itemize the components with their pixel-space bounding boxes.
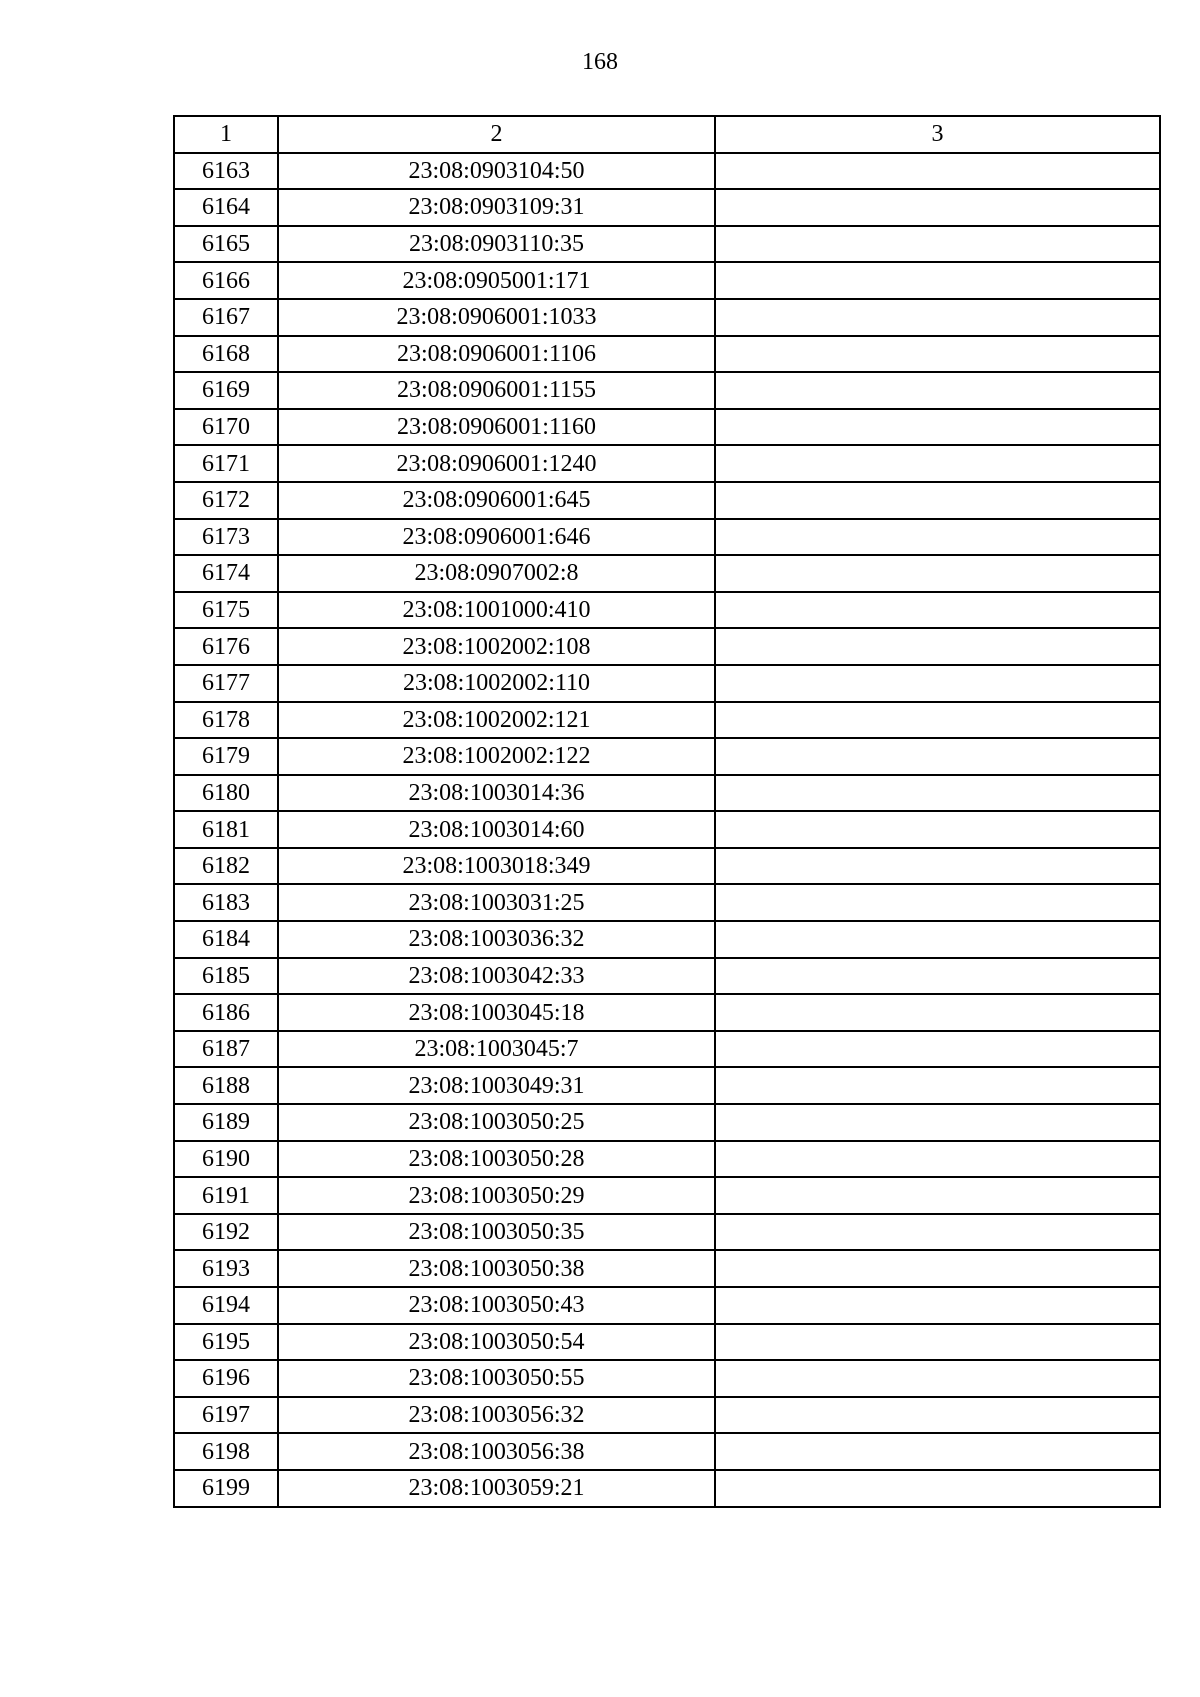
row-number-cell: 6164 [174, 189, 278, 226]
cadastral-number-cell: 23:08:1003059:21 [278, 1470, 715, 1507]
row-number-cell: 6196 [174, 1360, 278, 1397]
cadastral-number-cell: 23:08:1001000:410 [278, 592, 715, 629]
page-number: 168 [582, 49, 618, 75]
table-row [174, 665, 1160, 702]
row-number-cell: 6186 [174, 994, 278, 1031]
note-cell [715, 884, 1160, 921]
table-row [174, 299, 1160, 336]
row-number-cell: 6170 [174, 409, 278, 446]
table-row [174, 1141, 1160, 1178]
cadastral-number-cell: 23:08:0906001:646 [278, 519, 715, 556]
row-number-cell: 6194 [174, 1287, 278, 1324]
row-number-cell: 6167 [174, 299, 278, 336]
note-cell [715, 262, 1160, 299]
row-number-cell: 6169 [174, 372, 278, 409]
table-row [174, 1287, 1160, 1324]
row-number-cell: 6187 [174, 1031, 278, 1068]
table-row [174, 336, 1160, 373]
table-row [174, 226, 1160, 263]
row-number-cell: 6181 [174, 811, 278, 848]
note-cell [715, 738, 1160, 775]
row-number-cell: 6193 [174, 1250, 278, 1287]
cadastral-number-cell: 23:08:1003018:349 [278, 848, 715, 885]
row-number-cell: 6172 [174, 482, 278, 519]
cadastral-number-cell: 23:08:0906001:1033 [278, 299, 715, 336]
note-cell [715, 1104, 1160, 1141]
cadastral-number-cell: 23:08:0906001:1106 [278, 336, 715, 373]
header-row [174, 116, 1160, 153]
note-cell [715, 1214, 1160, 1251]
cadastral-number-cell: 23:08:1003042:33 [278, 958, 715, 995]
row-number-cell: 6166 [174, 262, 278, 299]
note-cell [715, 1433, 1160, 1470]
cadastral-number-cell: 23:08:1003036:32 [278, 921, 715, 958]
table-row [174, 884, 1160, 921]
note-cell [715, 1067, 1160, 1104]
cadastral-number-cell: 23:08:1002002:122 [278, 738, 715, 775]
row-number-cell: 6183 [174, 884, 278, 921]
table-row [174, 811, 1160, 848]
cadastral-number-cell: 23:08:0903104:50 [278, 153, 715, 190]
table-row [174, 1067, 1160, 1104]
note-cell [715, 1287, 1160, 1324]
table-row [174, 958, 1160, 995]
cadastral-number-cell: 23:08:1003050:35 [278, 1214, 715, 1251]
cadastral-number-cell: 23:08:1002002:108 [278, 628, 715, 665]
row-number-cell: 6182 [174, 848, 278, 885]
table-row [174, 555, 1160, 592]
note-cell [715, 1177, 1160, 1214]
cadastral-number-cell: 23:08:1003056:32 [278, 1397, 715, 1434]
table-row [174, 153, 1160, 190]
row-number-cell: 6184 [174, 921, 278, 958]
table-row [174, 738, 1160, 775]
row-number-cell: 6176 [174, 628, 278, 665]
cadastral-number-cell: 23:08:0907002:8 [278, 555, 715, 592]
row-number-cell: 6174 [174, 555, 278, 592]
table-row [174, 262, 1160, 299]
cadastral-number-cell: 23:08:1003050:29 [278, 1177, 715, 1214]
table-row [174, 1470, 1160, 1507]
table-row [174, 1360, 1160, 1397]
cadastral-number-cell: 23:08:1003050:55 [278, 1360, 715, 1397]
table-row [174, 519, 1160, 556]
table-row [174, 1397, 1160, 1434]
table-row [174, 994, 1160, 1031]
row-number-cell: 6168 [174, 336, 278, 373]
cadastral-number-cell: 23:08:1002002:110 [278, 665, 715, 702]
note-cell [715, 555, 1160, 592]
row-number-cell: 6199 [174, 1470, 278, 1507]
cadastral-number-cell: 23:08:1003014:36 [278, 775, 715, 812]
note-cell [715, 958, 1160, 995]
table-row [174, 372, 1160, 409]
note-cell [715, 1360, 1160, 1397]
table-row [174, 628, 1160, 665]
table-row [174, 921, 1160, 958]
note-cell [715, 1031, 1160, 1068]
note-cell [715, 482, 1160, 519]
cadastral-number-cell: 23:08:1002002:121 [278, 702, 715, 739]
note-cell [715, 665, 1160, 702]
table-row [174, 848, 1160, 885]
note-cell [715, 811, 1160, 848]
cadastral-number-cell: 23:08:1003050:28 [278, 1141, 715, 1178]
row-number-cell: 6165 [174, 226, 278, 263]
table-row [174, 1433, 1160, 1470]
row-number-cell: 6195 [174, 1324, 278, 1361]
note-cell [715, 592, 1160, 629]
cadastral-number-cell: 23:08:0906001:1240 [278, 445, 715, 482]
note-cell [715, 1397, 1160, 1434]
cadastral-number-cell: 23:08:0905001:171 [278, 262, 715, 299]
row-number-cell: 6178 [174, 702, 278, 739]
cadastral-number-cell: 23:08:1003045:7 [278, 1031, 715, 1068]
table-row [174, 482, 1160, 519]
note-cell [715, 336, 1160, 373]
cadastral-number-cell: 23:08:0906001:1155 [278, 372, 715, 409]
note-cell [715, 775, 1160, 812]
table-row [174, 445, 1160, 482]
table-row [174, 775, 1160, 812]
table-row [174, 702, 1160, 739]
cadastral-number-cell: 23:08:1003050:54 [278, 1324, 715, 1361]
note-cell [715, 994, 1160, 1031]
row-number-cell: 6177 [174, 665, 278, 702]
table-row [174, 1250, 1160, 1287]
table-body [174, 153, 1160, 1507]
cadastral-number-cell: 23:08:1003045:18 [278, 994, 715, 1031]
row-number-cell: 6179 [174, 738, 278, 775]
cadastral-number-cell: 23:08:0903109:31 [278, 189, 715, 226]
note-cell [715, 409, 1160, 446]
cadastral-number-cell: 23:08:1003049:31 [278, 1067, 715, 1104]
table-row [174, 592, 1160, 629]
row-number-cell: 6175 [174, 592, 278, 629]
note-cell [715, 299, 1160, 336]
registry-table [173, 115, 1161, 1508]
row-number-cell: 6191 [174, 1177, 278, 1214]
row-number-cell: 6171 [174, 445, 278, 482]
note-cell [715, 921, 1160, 958]
cadastral-number-cell: 23:08:1003050:43 [278, 1287, 715, 1324]
column-header-1: 1 [174, 116, 278, 153]
column-header-3: 3 [715, 116, 1160, 153]
note-cell [715, 519, 1160, 556]
note-cell [715, 1141, 1160, 1178]
cadastral-number-cell: 23:08:1003031:25 [278, 884, 715, 921]
table-row [174, 1214, 1160, 1251]
table-row [174, 409, 1160, 446]
row-number-cell: 6189 [174, 1104, 278, 1141]
cadastral-number-cell: 23:08:1003050:38 [278, 1250, 715, 1287]
note-cell [715, 1324, 1160, 1361]
row-number-cell: 6163 [174, 153, 278, 190]
row-number-cell: 6190 [174, 1141, 278, 1178]
cadastral-number-cell: 23:08:0906001:1160 [278, 409, 715, 446]
cadastral-number-cell: 23:08:1003056:38 [278, 1433, 715, 1470]
note-cell [715, 628, 1160, 665]
row-number-cell: 6173 [174, 519, 278, 556]
row-number-cell: 6188 [174, 1067, 278, 1104]
note-cell [715, 1250, 1160, 1287]
note-cell [715, 226, 1160, 263]
cadastral-number-cell: 23:08:1003050:25 [278, 1104, 715, 1141]
table-row [174, 189, 1160, 226]
note-cell [715, 372, 1160, 409]
note-cell [715, 445, 1160, 482]
row-number-cell: 6180 [174, 775, 278, 812]
table-row [174, 1031, 1160, 1068]
row-number-cell: 6192 [174, 1214, 278, 1251]
row-number-cell: 6185 [174, 958, 278, 995]
row-number-cell: 6197 [174, 1397, 278, 1434]
cadastral-number-cell: 23:08:1003014:60 [278, 811, 715, 848]
note-cell [715, 1470, 1160, 1507]
table-row [174, 1177, 1160, 1214]
cadastral-number-cell: 23:08:0906001:645 [278, 482, 715, 519]
note-cell [715, 153, 1160, 190]
cadastral-number-cell: 23:08:0903110:35 [278, 226, 715, 263]
column-header-2: 2 [278, 116, 715, 153]
table-row [174, 1324, 1160, 1361]
note-cell [715, 848, 1160, 885]
row-number-cell: 6198 [174, 1433, 278, 1470]
table-row [174, 1104, 1160, 1141]
note-cell [715, 702, 1160, 739]
note-cell [715, 189, 1160, 226]
